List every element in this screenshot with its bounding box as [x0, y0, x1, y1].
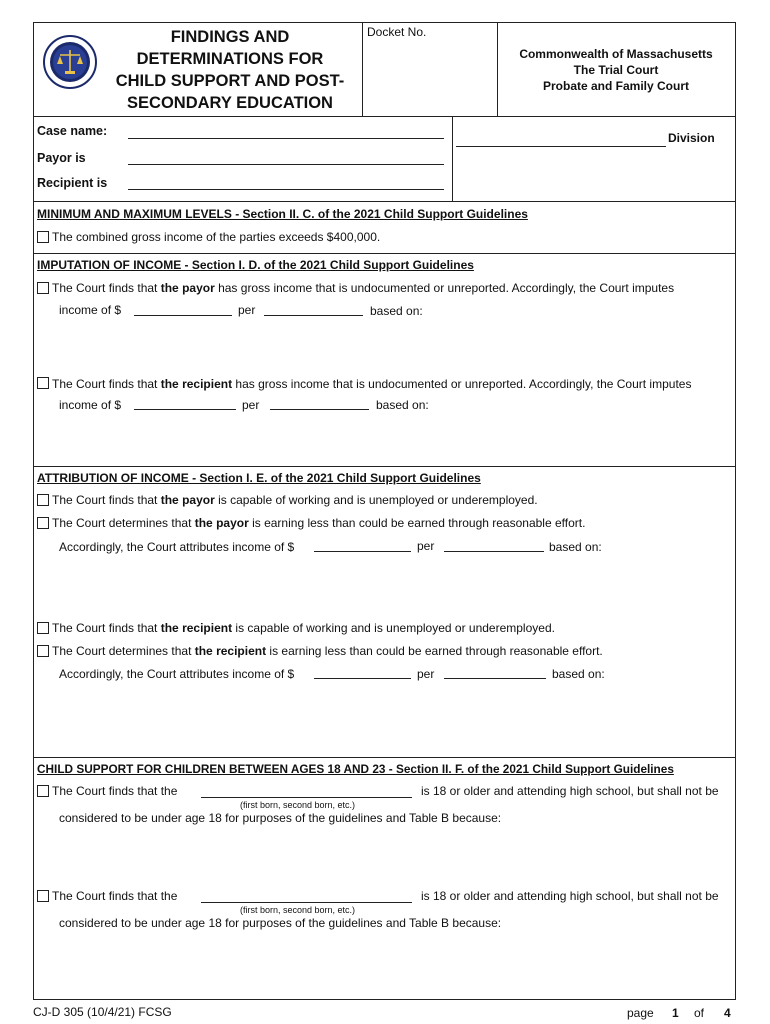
text-run: has gross income that is undocumented or unreported. Accordingly, the Court imputes — [214, 281, 675, 295]
court-finds-label: The Court finds that the — [52, 889, 178, 903]
party-bold: the payor — [194, 516, 249, 530]
based-on-label: based on: — [549, 540, 602, 554]
text-run: is capable of working and is unemployed or underemployed. — [214, 493, 538, 507]
attending-school-text: is 18 or older and attending high school, but shall not be — [421, 784, 719, 798]
attribution-recipient-earning-text — [52, 644, 603, 658]
section-rule-1 — [33, 253, 736, 254]
imputation-recipient-amount-field[interactable] — [134, 409, 236, 410]
party-bold: the recipient — [194, 644, 267, 658]
income-of-label: income of $ — [59, 398, 122, 412]
imputation-payor-period-field[interactable] — [264, 315, 363, 316]
division-label: Division — [668, 131, 715, 145]
text-run: is earning less than could be earned through reasonable effort. — [266, 644, 603, 658]
per-label: per — [242, 398, 260, 412]
attribution-recipient-capable-text — [52, 621, 555, 635]
title-line: CHILD SUPPORT AND POST- — [115, 72, 345, 90]
attribution-recipient-period-field[interactable] — [444, 678, 546, 679]
page-label: page — [627, 1006, 654, 1020]
per-label: per — [417, 539, 435, 553]
title-line: SECONDARY EDUCATION — [127, 94, 333, 112]
text-run: The Court determines that — [52, 516, 195, 530]
text-run: is capable of working and is unemployed or underemployed. — [232, 621, 555, 635]
attribution-recipient-earning-checkbox[interactable] — [37, 645, 49, 657]
party-bold: the payor — [160, 493, 215, 507]
based-on-label: based on: — [370, 304, 423, 318]
payor-field[interactable] — [128, 164, 444, 165]
court-name — [500, 46, 732, 94]
imputation-payor-amount-field[interactable] — [134, 315, 232, 316]
attribution-recipient-amount-field[interactable] — [314, 678, 411, 679]
parties-bottom-rule — [33, 201, 736, 202]
min-max-text: The combined gross income of the parties exceeds $400,000. — [52, 230, 381, 244]
total-pages: 4 — [724, 1006, 731, 1020]
attribution-recipient-capable-checkbox[interactable] — [37, 622, 49, 634]
page-number: 1 — [672, 1006, 679, 1020]
attribution-payor-amount-field[interactable] — [314, 551, 411, 552]
party-bold: the recipient — [160, 377, 233, 391]
based-on-label: based on: — [552, 667, 605, 681]
continuation-text: considered to be under age 18 for purposes of the guidelines and Table B because: — [59, 916, 502, 930]
attribution-payor-earning-checkbox[interactable] — [37, 517, 49, 529]
attributes-income-label: Accordingly, the Court attributes income of $ — [59, 540, 295, 554]
form-title — [95, 26, 365, 114]
court-finds-label: The Court finds that the — [52, 784, 178, 798]
division-field[interactable] — [456, 146, 666, 147]
section-rule-3 — [33, 757, 736, 758]
section-rule-2 — [33, 466, 736, 467]
child-order-hint: (first born, second born, etc.) — [240, 905, 356, 915]
imputation-recipient-text — [52, 377, 691, 391]
child-support-second-checkbox[interactable] — [37, 890, 49, 902]
attending-school-text: is 18 or older and attending high school, but shall not be — [421, 889, 719, 903]
imputation-recipient-checkbox[interactable] — [37, 377, 49, 389]
imputation-payor-text — [52, 281, 674, 295]
continuation-text: considered to be under age 18 for purposes of the guidelines and Table B because: — [59, 811, 502, 825]
docket-label: Docket No. — [367, 25, 427, 39]
child-support-heading: CHILD SUPPORT FOR CHILDREN BETWEEN AGES 18 AND 23 - Section II. F. of the 2021 Child Support Guidelines — [37, 762, 674, 776]
recipient-label: Recipient is — [37, 176, 108, 190]
court-line: Commonwealth of Massachusetts — [519, 47, 713, 61]
attribution-payor-period-field[interactable] — [444, 551, 544, 552]
text-run: The Court determines that — [52, 644, 195, 658]
text-run: has gross income that is undocumented or unreported. Accordingly, the Court imputes — [232, 377, 692, 391]
party-bold: the payor — [160, 281, 215, 295]
min-max-checkbox[interactable] — [37, 231, 49, 243]
parties-divider — [452, 116, 453, 201]
child-support-first-child-field[interactable] — [201, 797, 412, 798]
per-label: per — [417, 667, 435, 681]
text-run: is earning less than could be earned through reasonable effort. — [248, 516, 586, 530]
attribution-payor-capable-text — [52, 493, 538, 507]
child-order-hint: (first born, second born, etc.) — [240, 800, 356, 810]
attribution-heading: ATTRIBUTION OF INCOME - Section I. E. of the 2021 Child Support Guidelines — [37, 471, 481, 485]
attribution-payor-capable-checkbox[interactable] — [37, 494, 49, 506]
based-on-label: based on: — [376, 398, 429, 412]
case-name-label: Case name: — [37, 124, 108, 138]
imputation-recipient-period-field[interactable] — [270, 409, 369, 410]
per-label: per — [238, 303, 256, 317]
court-line: The Trial Court — [573, 63, 659, 77]
form-id: CJ-D 305 (10/4/21) FCSG — [33, 1005, 172, 1019]
text-run: The Court finds that — [52, 377, 161, 391]
form-frame — [33, 22, 736, 1000]
recipient-field[interactable] — [128, 189, 444, 190]
party-bold: the recipient — [160, 621, 233, 635]
header-divider-2 — [497, 22, 498, 116]
attribution-payor-earning-text — [52, 516, 585, 530]
payor-label: Payor is — [37, 151, 86, 165]
title-line: DETERMINATIONS FOR — [136, 50, 324, 68]
text-run: The Court finds that — [52, 493, 161, 507]
court-seal-icon — [43, 35, 97, 89]
income-of-label: income of $ — [59, 303, 122, 317]
min-max-heading: MINIMUM AND MAXIMUM LEVELS - Section II. C. of the 2021 Child Support Guidelines — [37, 207, 528, 221]
attributes-income-label: Accordingly, the Court attributes income of $ — [59, 667, 295, 681]
header-bottom-rule — [33, 116, 736, 117]
title-line: FINDINGS AND — [170, 28, 290, 46]
text-run: The Court finds that — [52, 281, 161, 295]
imputation-payor-checkbox[interactable] — [37, 282, 49, 294]
imputation-heading: IMPUTATION OF INCOME - Section I. D. of the 2021 Child Support Guidelines — [37, 258, 474, 272]
of-label: of — [694, 1006, 705, 1020]
court-line: Probate and Family Court — [542, 79, 690, 93]
text-run: The Court finds that — [52, 621, 161, 635]
case-name-field[interactable] — [128, 138, 444, 139]
child-support-second-child-field[interactable] — [201, 902, 412, 903]
child-support-first-checkbox[interactable] — [37, 785, 49, 797]
